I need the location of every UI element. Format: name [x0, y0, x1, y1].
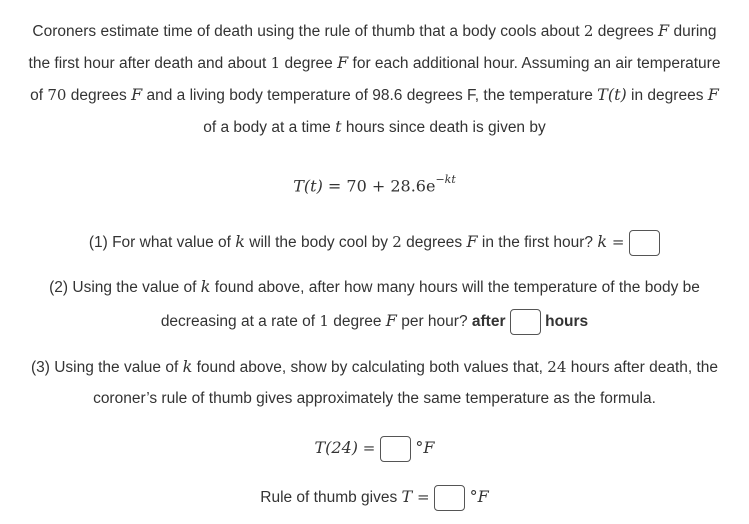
question-text: in the first hour? [477, 234, 598, 252]
equals-sign: = [607, 233, 630, 252]
math-variable-F: F [658, 21, 670, 40]
math-variable-k: k [597, 232, 608, 252]
intro-text: degrees [593, 23, 659, 40]
intro-text: during [669, 23, 717, 40]
math-variable-T: T [401, 487, 413, 507]
intro-line-4 [0, 117, 749, 138]
math-function-T-of-t: T(t) [597, 85, 627, 104]
question-text: (2) Using the value of [49, 279, 201, 296]
intro-text: in degrees [626, 87, 708, 104]
question-2-line-1 [0, 277, 749, 298]
intro-number: 1 [270, 54, 281, 72]
question-number: 2 [392, 233, 402, 252]
math-variable-t: t [335, 117, 342, 136]
intro-number: 2 [583, 22, 594, 40]
cooling-formula [0, 172, 749, 196]
t24-answer-input[interactable] [380, 436, 411, 462]
question-text: will the body cool by [244, 234, 393, 252]
hours-answer-input[interactable] [510, 309, 541, 335]
equals-sign: = [357, 439, 381, 458]
question-text: decreasing at a rate of [160, 313, 320, 331]
intro-line-2 [0, 53, 749, 74]
question-3-line-2 [0, 389, 749, 409]
fahrenheit-unit: °F [415, 438, 435, 458]
question-2-line-2 [0, 309, 749, 335]
intro-text: degree [280, 55, 338, 72]
rule-of-thumb-label: Rule of thumb gives [260, 489, 402, 507]
intro-text: hours since death is given by [341, 119, 546, 136]
intro-line-3 [0, 85, 749, 106]
math-variable-F: F [131, 85, 143, 104]
intro-text: degrees [66, 87, 132, 104]
intro-text: of a body at a time [203, 119, 336, 136]
question-text: hours after death, the [566, 359, 719, 376]
formula-lhs: T(t) [293, 176, 323, 196]
math-variable-k: k [235, 232, 245, 252]
formula-exponent: −kt [435, 173, 456, 186]
question-text: (1) For what value of [88, 234, 236, 252]
question-text: degrees [401, 234, 467, 252]
intro-text: the first hour after death and about [28, 55, 271, 72]
equals-sign: = [412, 488, 435, 507]
question-text: coroner’s rule of thumb gives approximately the same temperature as the formula. [93, 390, 656, 407]
math-variable-k: k [182, 357, 193, 376]
math-variable-k: k [200, 277, 211, 296]
t24-answer-row [0, 436, 749, 462]
formula-rhs: = 70 + 28.6e [322, 176, 436, 196]
math-variable-F: F [385, 311, 397, 331]
question-text: degree [328, 313, 386, 331]
intro-line-1 [0, 21, 749, 42]
after-label: after [471, 313, 506, 331]
math-variable-F: F [466, 232, 478, 252]
intro-number: 70 [47, 86, 67, 104]
intro-text: for each additional hour. Assuming an air temperature [348, 55, 721, 72]
question-text: per hour? [396, 313, 472, 331]
intro-text: and a living body temperature of 98.6 degrees F, the temperature [142, 87, 598, 104]
question-number: 24 [547, 358, 567, 376]
intro-text: of [30, 87, 48, 104]
t24-label: T(24) [314, 438, 358, 458]
math-variable-F: F [337, 53, 349, 72]
question-3-line-1 [0, 357, 749, 378]
intro-text: Coroners estimate time of death using the rule of thumb that a body cools about [32, 23, 584, 40]
hours-label: hours [545, 313, 589, 331]
question-number: 1 [319, 312, 329, 331]
math-variable-F: F [707, 85, 719, 104]
question-text: found above, show by calculating both values that, [192, 359, 548, 376]
rule-of-thumb-row [0, 485, 749, 511]
rule-of-thumb-answer-input[interactable] [434, 485, 465, 511]
question-1 [0, 230, 749, 256]
question-text: found above, after how many hours will the temperature of the body be [210, 279, 700, 296]
k-answer-input[interactable] [629, 230, 660, 256]
fahrenheit-unit: °F [469, 487, 489, 507]
question-text: (3) Using the value of [30, 359, 183, 376]
